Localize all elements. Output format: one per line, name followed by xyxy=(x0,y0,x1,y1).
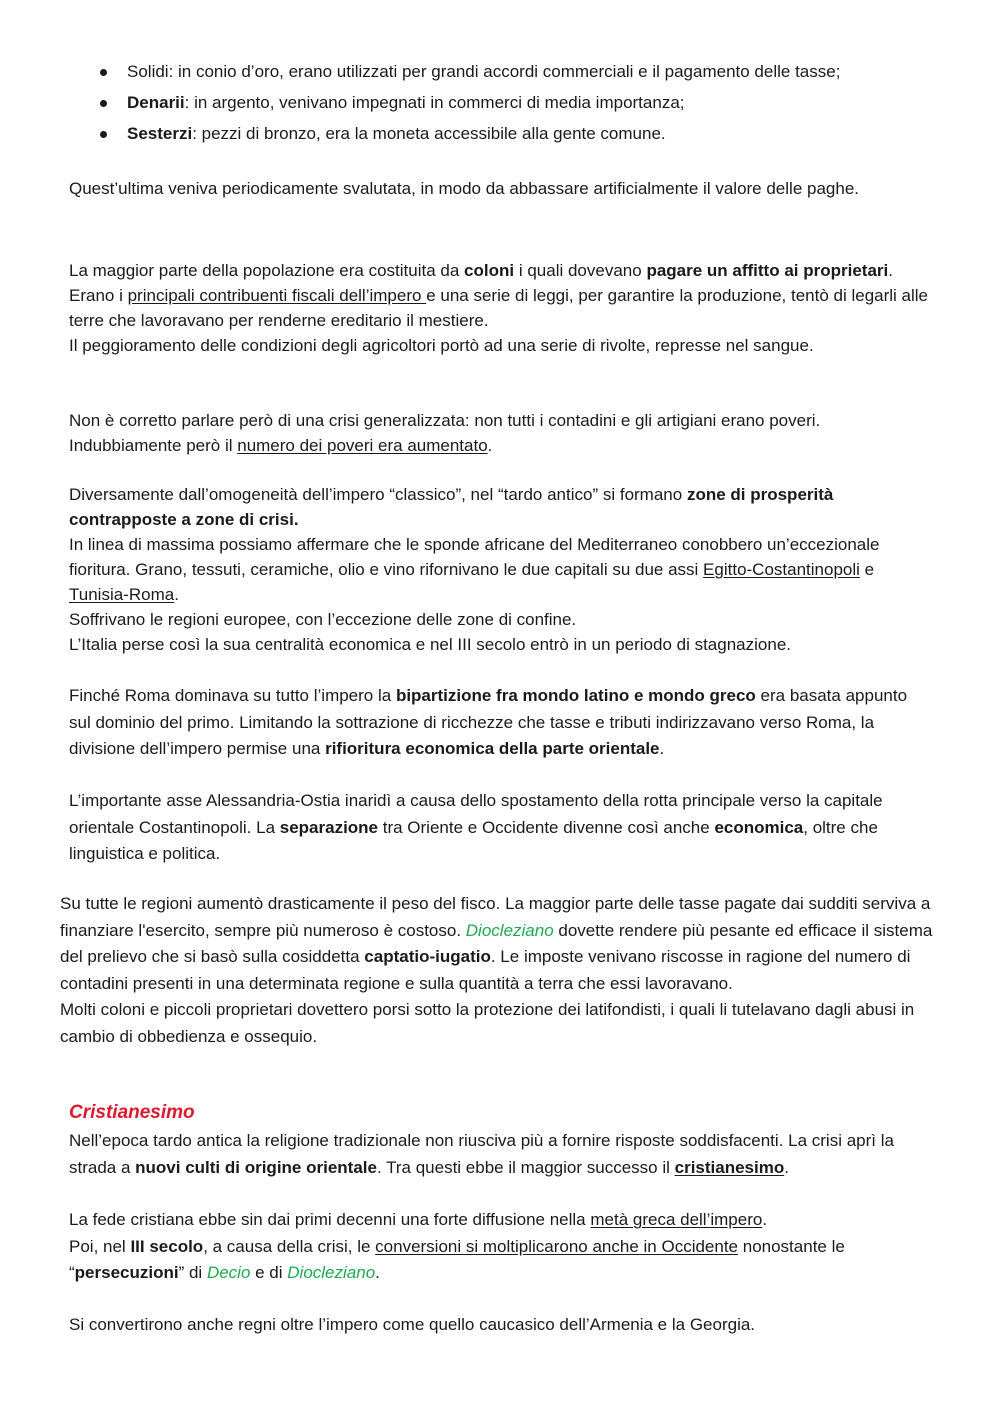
name-decio: Decio xyxy=(206,1263,251,1282)
paragraph-regni: Si convertirono anche regni oltre l’impero come quello caucasico dell’Armenia e la Georgia. xyxy=(69,1315,756,1334)
paragraph-asse: L’importante asse Alessandria-Ostia inaridì a causa dello spostamento della rotta principale verso la capitale orientale Costantinopoli. La separazione tra Oriente e Occidente divenne così anche economica, oltre che linguistica e politica. xyxy=(69,791,883,863)
list-item-term: Denarii xyxy=(127,93,185,112)
paragraph-fede: La fede cristiana ebbe sin dai primi decenni una forte diffusione nella metà greca dell’impero. Poi, nel III secolo, a causa della crisi, le conversioni si moltiplicarono anche in Occidente nonostante le “persecuzioni” di Decio e di Diocleziano. xyxy=(69,1210,845,1282)
list-item-denarii xyxy=(69,90,869,115)
bullet-icon xyxy=(100,100,107,107)
bullet-icon xyxy=(100,69,107,76)
list-item-sesterzi xyxy=(69,121,869,146)
list-item-term: Sesterzi xyxy=(127,124,193,143)
paragraph-culti: Nell’epoca tardo antica la religione tradizionale non riusciva più a fornire risposte soddisfacenti. La crisi aprì la strada a nuovi culti di origine orientale. Tra questi ebbe il maggior successo il cristianesimo. xyxy=(69,1131,894,1177)
name-diocleziano: Diocleziano xyxy=(465,920,554,940)
paragraph-coloni: La maggior parte della popolazione era costituita da coloni i quali dovevano pagare un affitto ai proprietari. Erano i principali contribuenti fiscali dell’impero e una serie di leggi, per garantire la produzione, tentò di legarli alle terre che lavoravano per renderne ereditario il mestiere. Il peggioramento delle condizioni degli agricoltori portò ad una serie di rivolte, represse nel sangue. xyxy=(69,261,929,355)
paragraph-bipartizione: Finché Roma dominava su tutto l’impero la bipartizione fra mondo latino e mondo greco era basata appunto sul dominio del primo. Limitando la sottrazione di ricchezze che tasse e tributi indirizzavano verso Roma, la divisione dell’impero permise una rifioritura economica della parte orientale. xyxy=(69,686,908,758)
list-item-text: : pezzi di bronzo, era la moneta accessibile alla gente comune. xyxy=(192,124,666,143)
paragraph-fisco: Su tutte le regioni aumentò drasticamente il peso del fisco. La maggior parte delle tasse pagate dai sudditi serviva a finanziare l'esercito, sempre più numeroso è costoso. Diocleziano dovette rendere più pesante ed efficace il sistema del prelievo che si basò sulla cosiddetta captatio-iugatio. Le imposte venivano riscosse in ragione del numero di contadini presenti in una determinata regione e sulla quantità a terra che essi lavoravano. Molti coloni e piccoli proprietari dovettero porsi sotto la protezione dei latifondisti, i quali li tutelavano dagli abusi in cambio di obbedienza e ossequio. xyxy=(60,894,933,1046)
list-item-text: : in argento, venivano impegnati in commerci di media importanza; xyxy=(184,93,685,112)
name-diocleziano: Diocleziano xyxy=(287,1263,376,1282)
paragraph-crisi: Non è corretto parlare però di una crisi generalizzata: non tutti i contadini e gli artigiani erano poveri. Indubbiamente però il numero dei poveri era aumentato. xyxy=(69,411,821,455)
paragraph-zone: Diversamente dall’omogeneità dell’impero “classico”, nel “tardo antico” si formano zone di prosperità contrapposte a zone di crisi. In linea di massima possiamo affermare che le sponde africane del Mediterraneo conobbero un’eccezionale fioritura. Grano, tessuti, ceramiche, olio e vino rifornivano le due capitali su due assi Egitto-Costantinopoli e Tunisia-Roma. Soffrivano le regioni europee, con l’eccezione delle zone di confine. L’Italia perse così la sua centralità economica e nel III secolo entrò in un periodo di stagnazione. xyxy=(69,485,880,654)
bullet-icon xyxy=(100,131,107,138)
paragraph-svalutata: Quest’ultima veniva periodicamente svalutata, in modo da abbassare artificialmente il valore delle paghe. xyxy=(69,179,859,198)
section-heading-cristianesimo: Cristianesimo xyxy=(69,1102,195,1123)
money-list xyxy=(69,59,869,146)
term-coloni: coloni xyxy=(464,261,515,280)
list-item-solidi xyxy=(69,59,869,84)
list-item-text: Solidi: in conio d’oro, erano utilizzati per grandi accordi commerciali e il pagamento delle tasse; xyxy=(127,62,841,81)
